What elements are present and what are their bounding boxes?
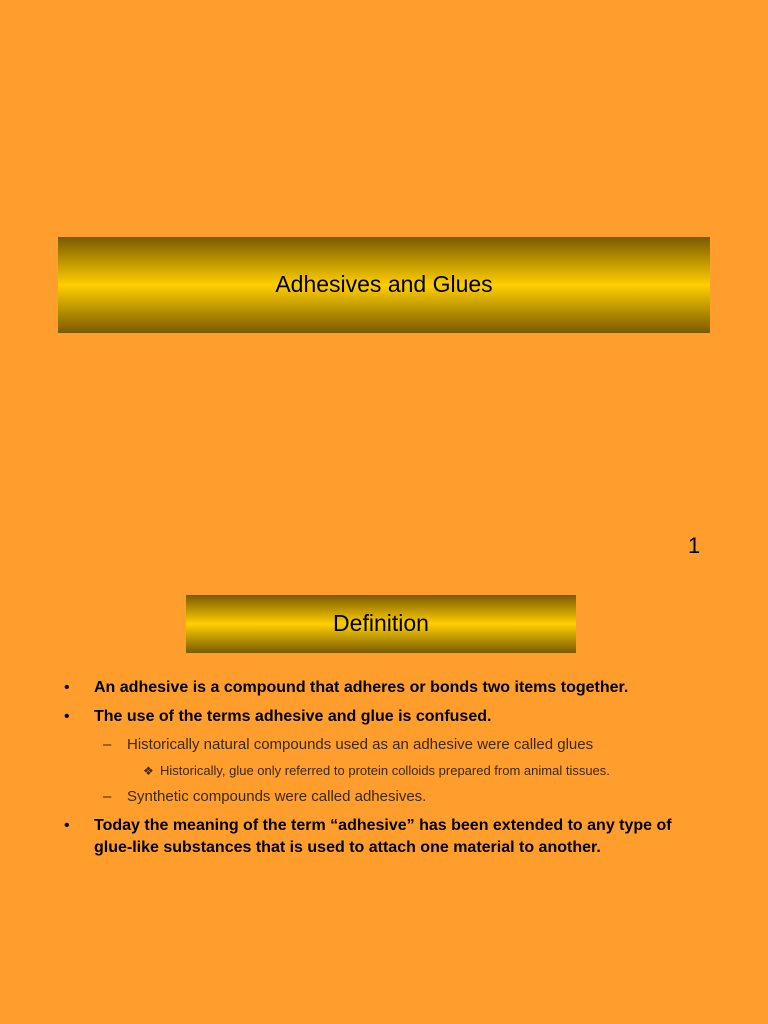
subsub-item: [143, 762, 750, 780]
slide-title: Adhesives and Glues: [275, 270, 493, 297]
bullet-text: An adhesive is a compound that adheres or bonds two items together.: [94, 679, 629, 696]
bullet-item: [64, 677, 744, 699]
sub-item-text: Historically natural compounds used as an adhesive were called glues: [127, 736, 594, 753]
bullet-marker: •: [64, 708, 70, 725]
bullet-item: [64, 706, 744, 728]
dash-marker: –: [103, 736, 112, 753]
bullet-marker: •: [64, 679, 70, 696]
bullet-text: The use of the terms adhesive and glue is confused.: [94, 708, 492, 725]
definition-banner: [186, 595, 576, 653]
sub-item: [103, 787, 747, 807]
slide-number: 1: [688, 533, 701, 558]
bullet-marker: •: [64, 817, 70, 834]
diamond-marker: ❖: [143, 764, 154, 778]
sub-item: [103, 735, 747, 755]
bullet-item: [64, 815, 694, 859]
bullet-text: Today the meaning of the term “adhesive” has been extended to any type of glue-like substances that is used to attach one material to another.: [94, 817, 672, 856]
sub-item-text: Synthetic compounds were called adhesives.: [127, 788, 427, 805]
subsub-item-text: Historically, glue only referred to protein colloids prepared from animal tissues.: [160, 763, 610, 778]
title-banner: [58, 237, 710, 333]
dash-marker: –: [103, 788, 112, 805]
definition-title: Definition: [333, 609, 429, 636]
